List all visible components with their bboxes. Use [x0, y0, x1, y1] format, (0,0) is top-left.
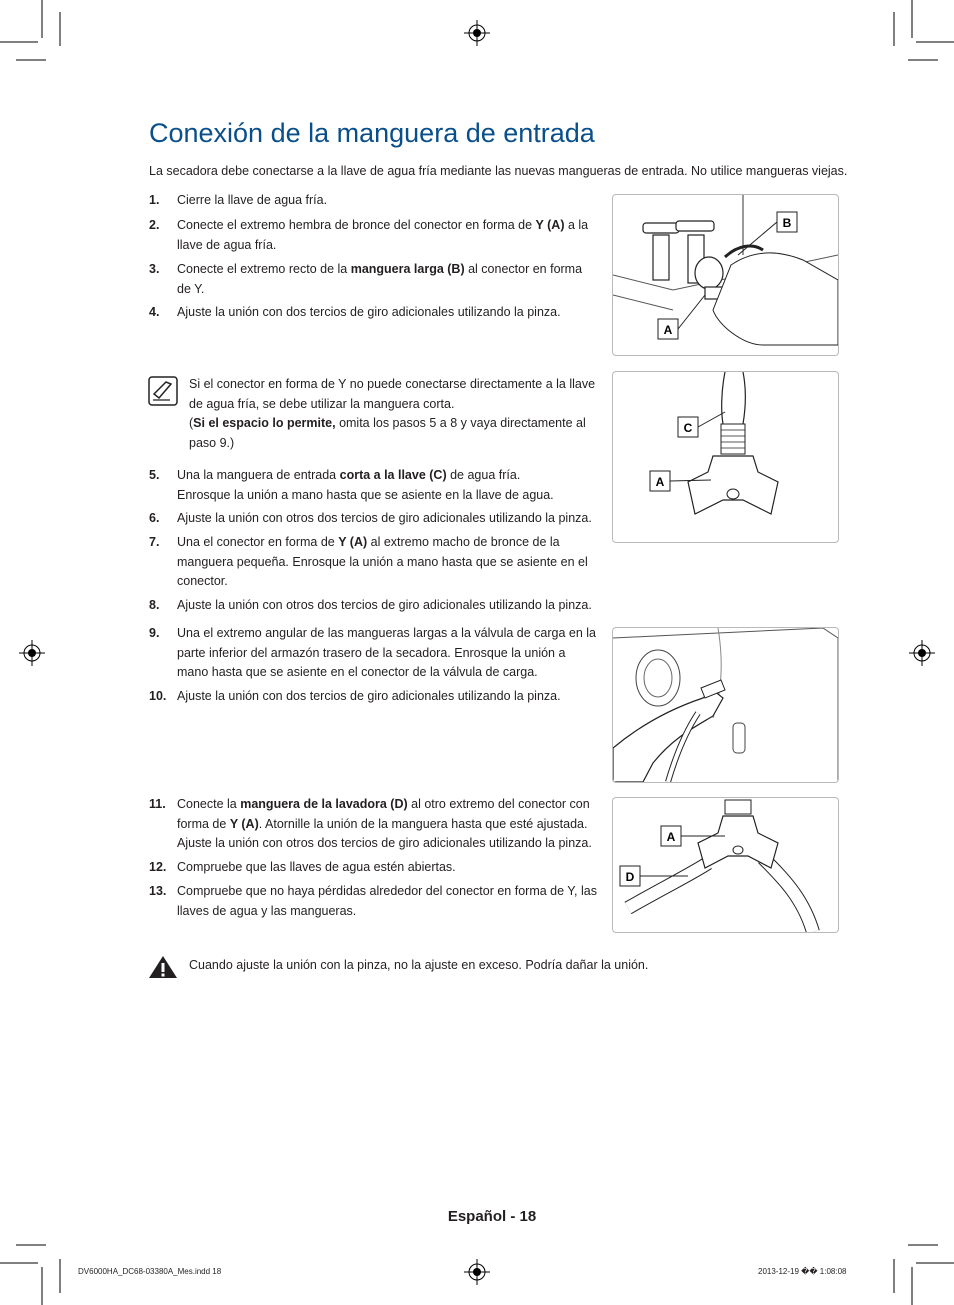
figure-y-connector	[612, 371, 839, 543]
step-5: 5. Una la manguera de entrada corta a la llave (C) de agua fría. Enrosque la unión a mano hasta que se asiente en la llave de agua.	[149, 468, 554, 502]
step-8: 8. Ajuste la unión con otros dos tercios de giro adicionales utilizando la pinza.	[149, 598, 592, 612]
step-13: 13. Compruebe que no haya pérdidas alrededor del conector en forma de Y, las llaves de agua y las mangueras.	[149, 884, 597, 918]
registration-mark-icon	[909, 640, 935, 666]
intro-text: La secadora debe conectarse a la llave de agua fría mediante las nuevas mangueras de entrada. No utilice mangueras viejas.	[149, 164, 848, 178]
faucet-illustration	[613, 195, 838, 355]
svg-text:A: A	[655, 475, 665, 489]
svg-text:D: D	[625, 870, 635, 884]
page-title: Conexión de la manguera de entrada	[149, 118, 595, 148]
warning-triangle-icon	[148, 955, 178, 979]
step-9: 9. Una el extremo angular de las mangueras largas a la válvula de carga en la parte inferior del armazón trasero de la secadora. Enrosque la unión a mano hasta que se asiente en el conector de la válvula de carga.	[149, 626, 596, 679]
page-footer: Español - 18	[447, 1208, 537, 1225]
dryer-valve-illustration	[613, 628, 838, 782]
step-6: 6. Ajuste la unión con otros dos tercios de giro adicionales utilizando la pinza.	[149, 511, 592, 525]
step-12: 12. Compruebe que las llaves de agua estén abiertas.	[149, 860, 456, 874]
step-7: 7. Una el conector en forma de Y (A) al extremo macho de bronce de la manguera pequeña. Enrosque la unión a mano hasta que se asiente en el conector.	[149, 535, 588, 588]
step-1: 1. Cierre la llave de agua fría.	[149, 193, 328, 207]
print-slug-right: 2013-12-19 �� 1:08:08	[758, 1267, 847, 1276]
step-4: 4. Ajuste la unión con dos tercios de giro adicionales utilizando la pinza.	[149, 305, 561, 319]
warning-text: Cuando ajuste la unión con la pinza, no la ajuste en exceso. Podría dañar la unión.	[189, 958, 649, 972]
step-11: 11. Conecte la manguera de la lavadora (D) al otro extremo del conector con forma de Y (A). Atornille la unión de la manguera hasta que esté ajustada. Ajuste la unión con otros dos tercios de giro adicionales utilizando la pinza.	[149, 797, 592, 850]
svg-text:C: C	[683, 421, 693, 435]
svg-text:A: A	[666, 830, 676, 844]
registration-mark-icon	[464, 1259, 490, 1285]
step-3: 3. Conecte el extremo recto de la manguera larga (B) al conector en forma de Y.	[149, 262, 583, 296]
registration-mark-icon	[19, 640, 45, 666]
figure-washer-hose	[612, 797, 839, 933]
washer-hose-illustration	[613, 798, 838, 932]
figure-faucet-connection	[612, 194, 839, 356]
y-connector-illustration	[613, 372, 838, 542]
svg-text:A: A	[663, 323, 673, 337]
note-text: Si el conector en forma de Y no puede conectarse directamente a la llave de agua fría, se debe utilizar la manguera corta. (Si el espacio lo permite, omita los pasos 5 a 8 y vaya directamente al paso 9.)	[189, 377, 596, 450]
registration-mark-icon	[464, 20, 490, 46]
print-slug-left: DV6000HA_DC68-03380A_Mes.indd 18	[78, 1267, 222, 1276]
note-pencil-icon	[148, 376, 178, 406]
step-10: 10. Ajuste la unión con dos tercios de giro adicionales utilizando la pinza.	[149, 689, 561, 703]
svg-text:B: B	[782, 216, 792, 230]
figure-dryer-valve	[612, 627, 839, 783]
step-2: 2. Conecte el extremo hembra de bronce del conector en forma de Y (A) a la llave de agua fría.	[149, 218, 589, 252]
